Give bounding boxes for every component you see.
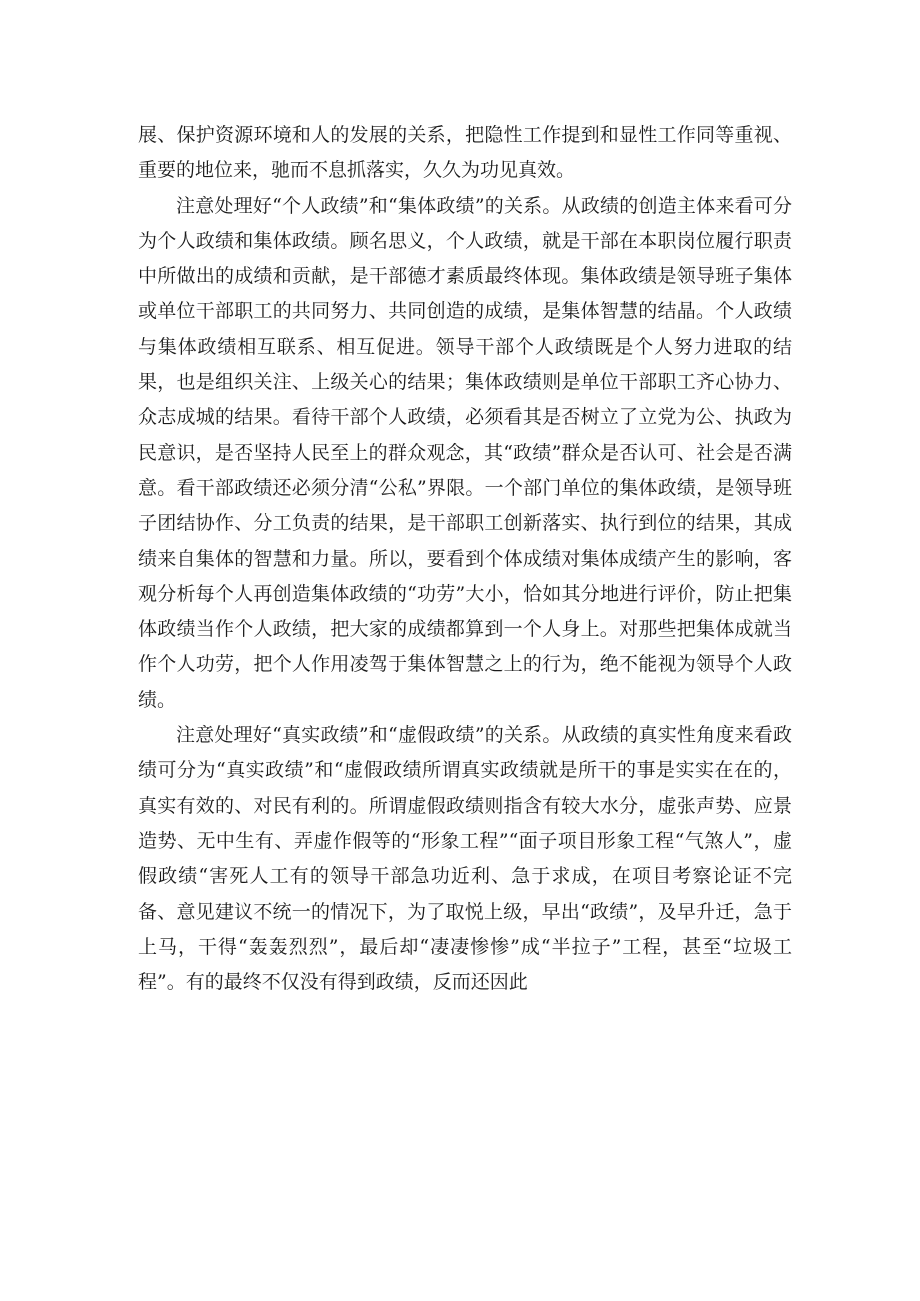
paragraph-continuation: 展、保护资源环境和人的发展的关系，把隐性工作提到和显性工作同等重视、重要的地位来，驰而不息抓落实，久久为功见真效。 bbox=[138, 124, 792, 182]
document-page bbox=[138, 118, 792, 1000]
paragraph-individual-vs-collective: 注意处理好“个人政绩”和“集体政绩”的关系。从政绩的创造主体来看可分为个人政绩和集体政绩。顾名思义，个人政绩，就是干部在本职岗位履行职责中所做出的成绩和贡献，是干部德才素质最终体现。集体政绩是领导班子集体或单位干部职工的共同努力、共同创造的成绩，是集体智慧的结晶。个人政绩与集体政绩相互联系、相互促进。领导干部个人政绩既是个人努力进取的结果，也是组织关注、上级关心的结果；集体政绩则是单位干部职工齐心协力、众志成城的结果。看待干部个人政绩，必须看其是否树立了立党为公、执政为民意识，是否坚持人民至上的群众观念，其“政绩”群众是否认可、社会是否满意。看干部政绩还必须分清“公私”界限。一个部门单位的集体政绩，是领导班子团结协作、分工负责的结果，是干部职工创新落实、执行到位的结果，其成绩来自集体的智慧和力量。所以，要看到个体成绩对集体成绩产生的影响，客观分析每个人再创造集体政绩的“功劳”大小，恰如其分地进行评价，防止把集体政绩当作个人政绩，把大家的成绩都算到一个人身上。对那些把集体成就当作个人功劳，把个人作用凌驾于集体智慧之上的行为，绝不能视为领导个人政绩。 bbox=[138, 194, 792, 711]
paragraph-real-vs-false: 注意处理好“真实政绩”和“虚假政绩”的关系。从政绩的真实性角度来看政绩可分为“真实政绩”和“虚假政绩所谓真实政绩就是所干的事是实实在在的，真实有效的、对民有利的。所谓虚假政绩则指含有较大水分，虚张声势、应景造势、无中生有、弄虚作假等的“形象工程”“面子项目形象工程“气煞人”，虚假政绩“害死人工有的领导干部急功近利、急于求成，在项目考察论证不完备、意见建议不统一的情况下，为了取悦上级，早出“政绩”，及早升迁，急于上马，干得“轰轰烈烈”，最后却“凄凄惨惨”成“半拉子”工程，甚至“垃圾工程”。有的最终不仅没有得到政绩，反而还因此 bbox=[138, 724, 792, 994]
